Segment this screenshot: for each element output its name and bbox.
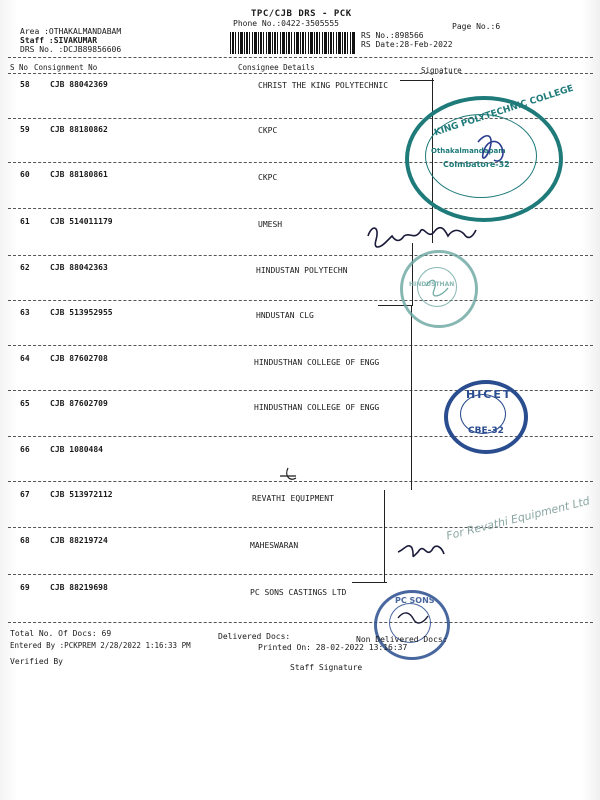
non-delivered-docs: Non Delivered Docs: [356, 635, 448, 644]
consignment-number: CJB 87602709 [50, 399, 108, 408]
page-number: Page No.:6 [452, 22, 501, 31]
handwritten-signature [478, 136, 503, 161]
area-field: Area :OTHAKALMANDABAM [20, 27, 122, 36]
consignment-number: CJB 87602708 [50, 354, 108, 363]
consignment-number: CJB 513952955 [50, 308, 113, 317]
rs-date: RS Date:28-Feb-2022 [361, 40, 453, 49]
handwritten-signature [368, 228, 476, 247]
col-consignment: Consignment No [34, 63, 98, 72]
staff-signature-label: Staff Signature [290, 663, 363, 672]
col-sno: S No [10, 63, 29, 72]
row-number: 59 [20, 125, 30, 134]
company-stamp: For Revathi Equipment Ltd [445, 494, 591, 543]
stamp-text: CBE-32 [468, 426, 504, 436]
delivered-docs: Delivered Docs: [218, 632, 291, 641]
stamp-text: HINDUSTHAN [409, 281, 455, 288]
row-number: 58 [20, 80, 30, 89]
consignee-name: MAHESWARAN [250, 541, 299, 550]
rs-number: RS No.:898566 [361, 31, 424, 40]
printed-on: Printed On: 28-02-2022 13:16:37 [258, 643, 408, 652]
row-number: 64 [20, 354, 30, 363]
consignment-number: CJB 88219724 [50, 536, 108, 545]
verified-by: Verified By [10, 657, 63, 666]
row-number: 66 [20, 445, 30, 454]
consignee-name: CKPC [258, 126, 278, 135]
consignee-name: UMESH [258, 220, 283, 229]
handwritten-signature [280, 468, 296, 479]
staff-field: Staff :SIVAKUMAR [20, 36, 98, 45]
row-number: 69 [20, 583, 30, 592]
col-consignee: Consignee Details [238, 63, 315, 72]
handwritten-signature [398, 613, 428, 623]
consignment-number: CJB 514011179 [50, 217, 113, 226]
consignment-number: CJB 88219698 [50, 583, 108, 592]
consignment-number: CJB 88180861 [50, 170, 108, 179]
row-number: 67 [20, 490, 30, 499]
consignment-number: CJB 88180862 [50, 125, 108, 134]
consignee-name: CHRIST THE KING POLYTECHNIC [258, 81, 389, 90]
stamp-text: Coimbatore-32 [443, 160, 510, 169]
consignment-number: CJB 88042369 [50, 80, 108, 89]
consignee-name: HINDUSTHAN COLLEGE OF ENGG [254, 358, 380, 367]
row-number: 63 [20, 308, 30, 317]
col-signature: Signature [421, 66, 462, 75]
consignee-name: HINDUSTAN POLYTECHN [256, 266, 348, 275]
row-number: 65 [20, 399, 30, 408]
drs-number: DRS No. :DCJB89856606 [20, 45, 122, 54]
handwritten-signature [398, 546, 444, 557]
consignee-name: HNDUSTAN CLG [256, 311, 314, 320]
consignee-name: REVATHI EQUIPMENT [252, 494, 334, 503]
consignment-number: CJB 88042363 [50, 263, 108, 272]
row-number: 68 [20, 536, 30, 545]
handwritten-signature [426, 280, 448, 296]
sheet-title: TPC/CJB DRS - PCK [251, 9, 352, 19]
stamp-text: KING POLYTECHNIC COLLEGE [433, 83, 575, 139]
consignee-name: HINDUSTHAN COLLEGE OF ENGG [254, 403, 380, 412]
phone-number: Phone No.:0422-3505555 [233, 19, 339, 28]
stamp-text: Othakalmandapam [431, 147, 506, 155]
row-number: 62 [20, 263, 30, 272]
entered-by: Entered By :PCKPREM 2/28/2022 1:16:33 PM [10, 641, 191, 650]
row-number: 60 [20, 170, 30, 179]
consignment-number: CJB 1080484 [50, 445, 103, 454]
consignee-name: PC SONS CASTINGS LTD [250, 588, 347, 597]
stamp-text: HICET [466, 388, 513, 401]
consignment-number: CJB 513972112 [50, 490, 113, 499]
stamp-text: PC SONS [395, 596, 435, 605]
consignee-name: CKPC [258, 173, 278, 182]
row-number: 61 [20, 217, 30, 226]
total-docs: Total No. Of Docs: 69 [10, 629, 112, 638]
